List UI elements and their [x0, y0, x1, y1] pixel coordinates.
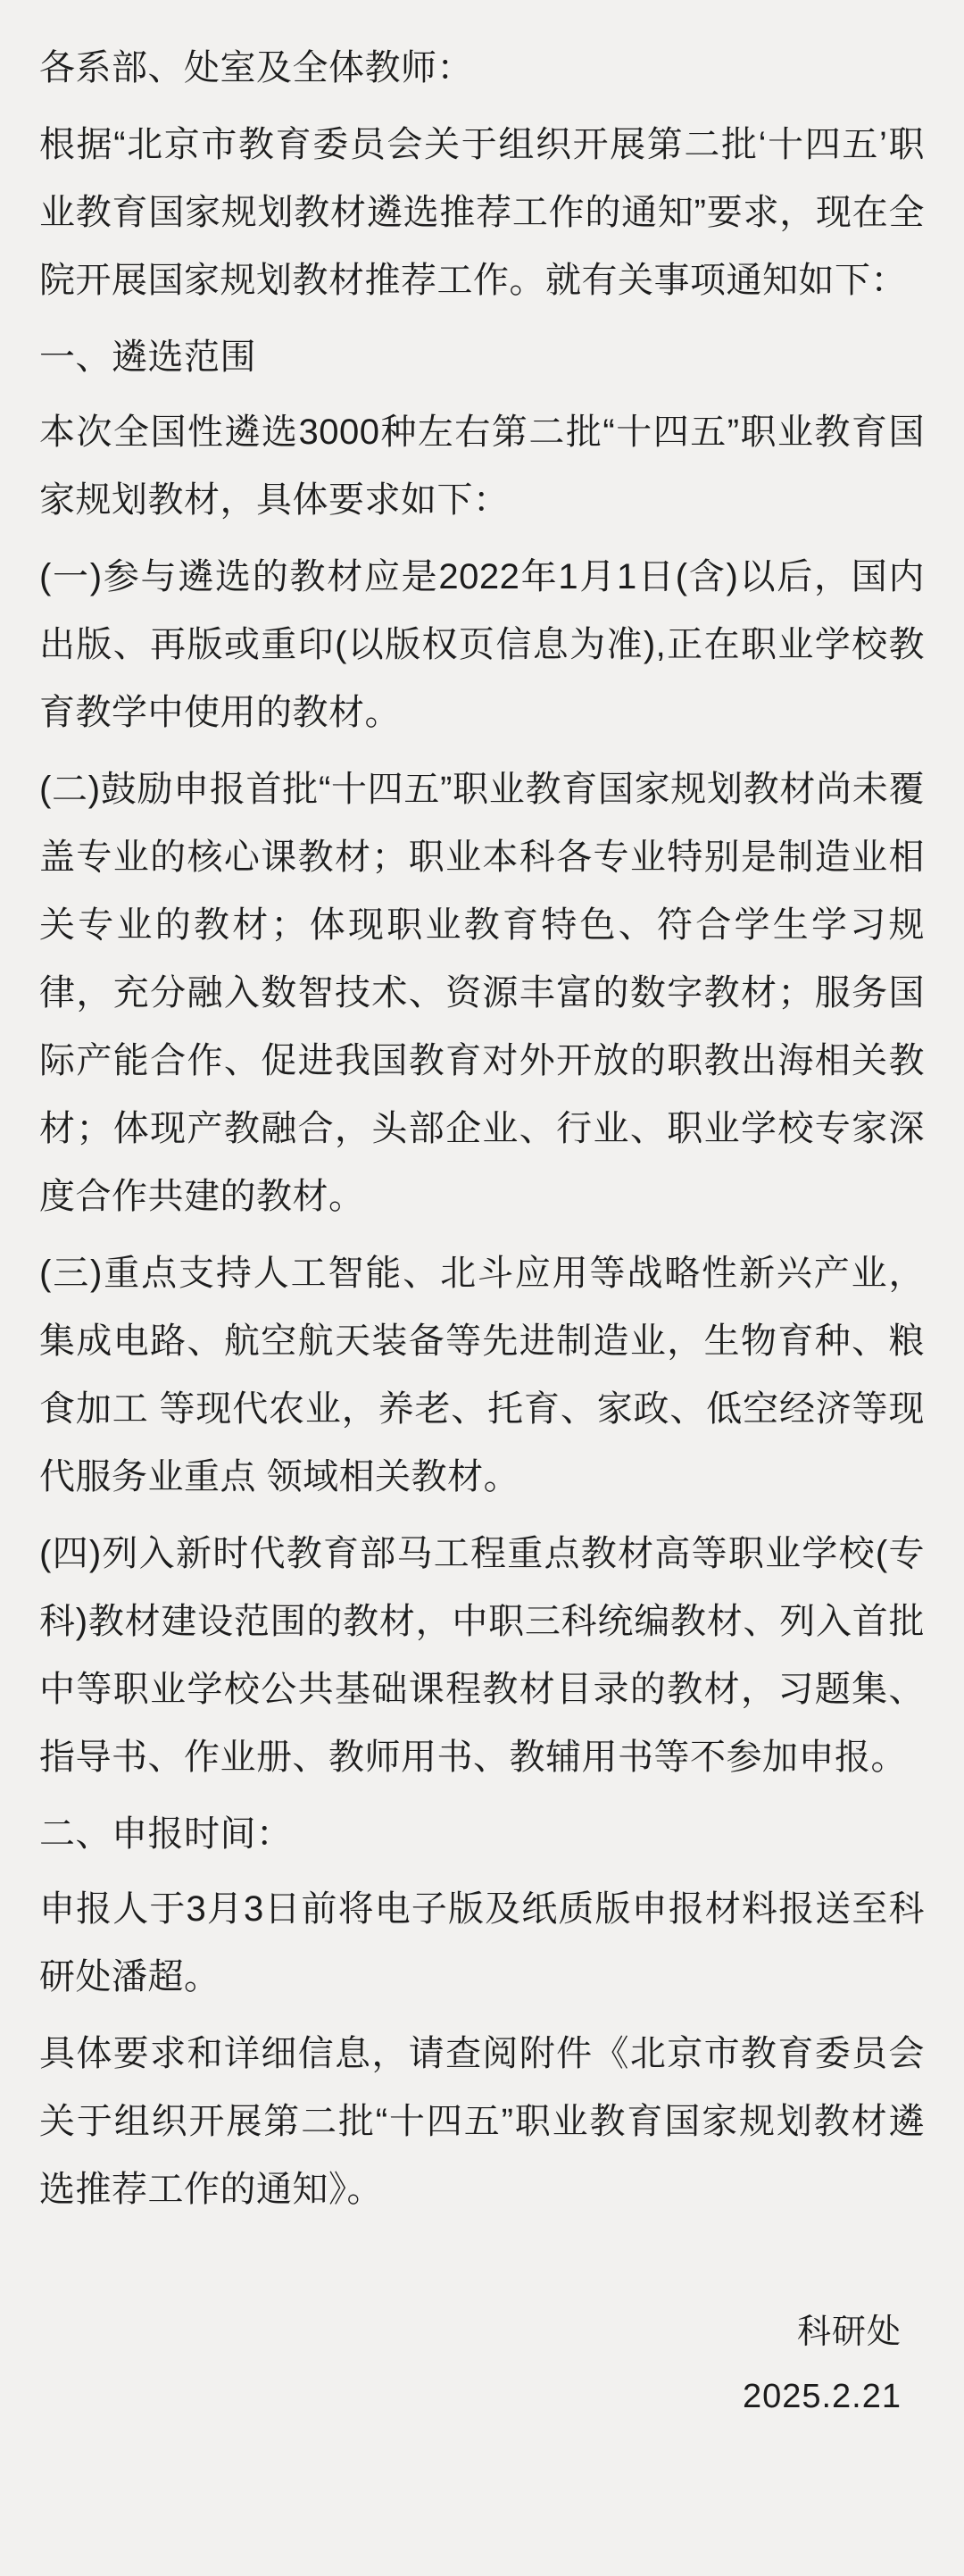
salutation: 各系部、处室及全体教师：: [39, 48, 473, 88]
paragraph-scope-intro: 本次全国性遴选3000种左右第二批“十四五”职业教育国家规划教材，具体要求如下：: [39, 413, 925, 520]
paragraph-attachment-note: 具体要求和详细信息，请查阅附件《北京市教育委员会关于组织开展第二批“十四五”职业教育国家规划教材遴选推荐工作的通知》。: [39, 2034, 925, 2209]
section-heading-deadline: 二、申报时间：: [39, 1814, 293, 1854]
paragraph-item-2: (二)鼓励申报首批“十四五”职业教育国家规划教材尚未覆盖专业的核心课教材；职业本科各专业特别是制造业相关专业的教材；体现职业教育特色、符合学生学习规律，充分融入数智技术、资源丰富的数字教材；服务国际产能合作、促进我国教育对外开放的职教出海相关教材；体现产教融合，头部企业、行业、职业学校专家深度合作共建的教材。: [39, 770, 925, 1216]
section-heading-scope: 一、遴选范围: [39, 338, 256, 377]
paragraph-item-1: (一)参与遴选的教材应是2022年1月1日(含)以后，国内出版、再版或重印(以版权页信息为准),正在职业学校教育教学中使用的教材。: [39, 557, 925, 732]
paragraph-item-4: (四)列入新时代教育部马工程重点教材高等职业学校(专科)教材建设范围的教材，中职三科统编教材、列入首批中等职业学校公共基础课程教材目录的教材，习题集、指导书、作业册、教师用书、教辅用书等不参加申报。: [39, 1534, 925, 1777]
signature-block: [39, 2300, 925, 2429]
paragraph-basis: 根据“北京市教育委员会关于组织开展第二批‘十四五’职业教育国家规划教材遴选推荐工作的通知”要求，现在全院开展国家规划教材推荐工作。就有关事项通知如下：: [39, 125, 925, 300]
signature-department: 科研处: [796, 2313, 902, 2351]
paragraph-deadline-detail: 申报人于3月3日前将电子版及纸质版申报材料报送至科研处潘超。: [39, 1889, 925, 1997]
paragraph-item-3: (三)重点支持人工智能、北斗应用等战略性新兴产业， 集成电路、航空航天装备等先进制造业，生物育种、粮食加工 等现代农业，养老、托育、家政、低空经济等现代服务业重点 领域相关教材。: [39, 1254, 925, 1496]
signature-date: 2025.2.21: [742, 2378, 902, 2415]
document-body: [39, 34, 925, 2429]
